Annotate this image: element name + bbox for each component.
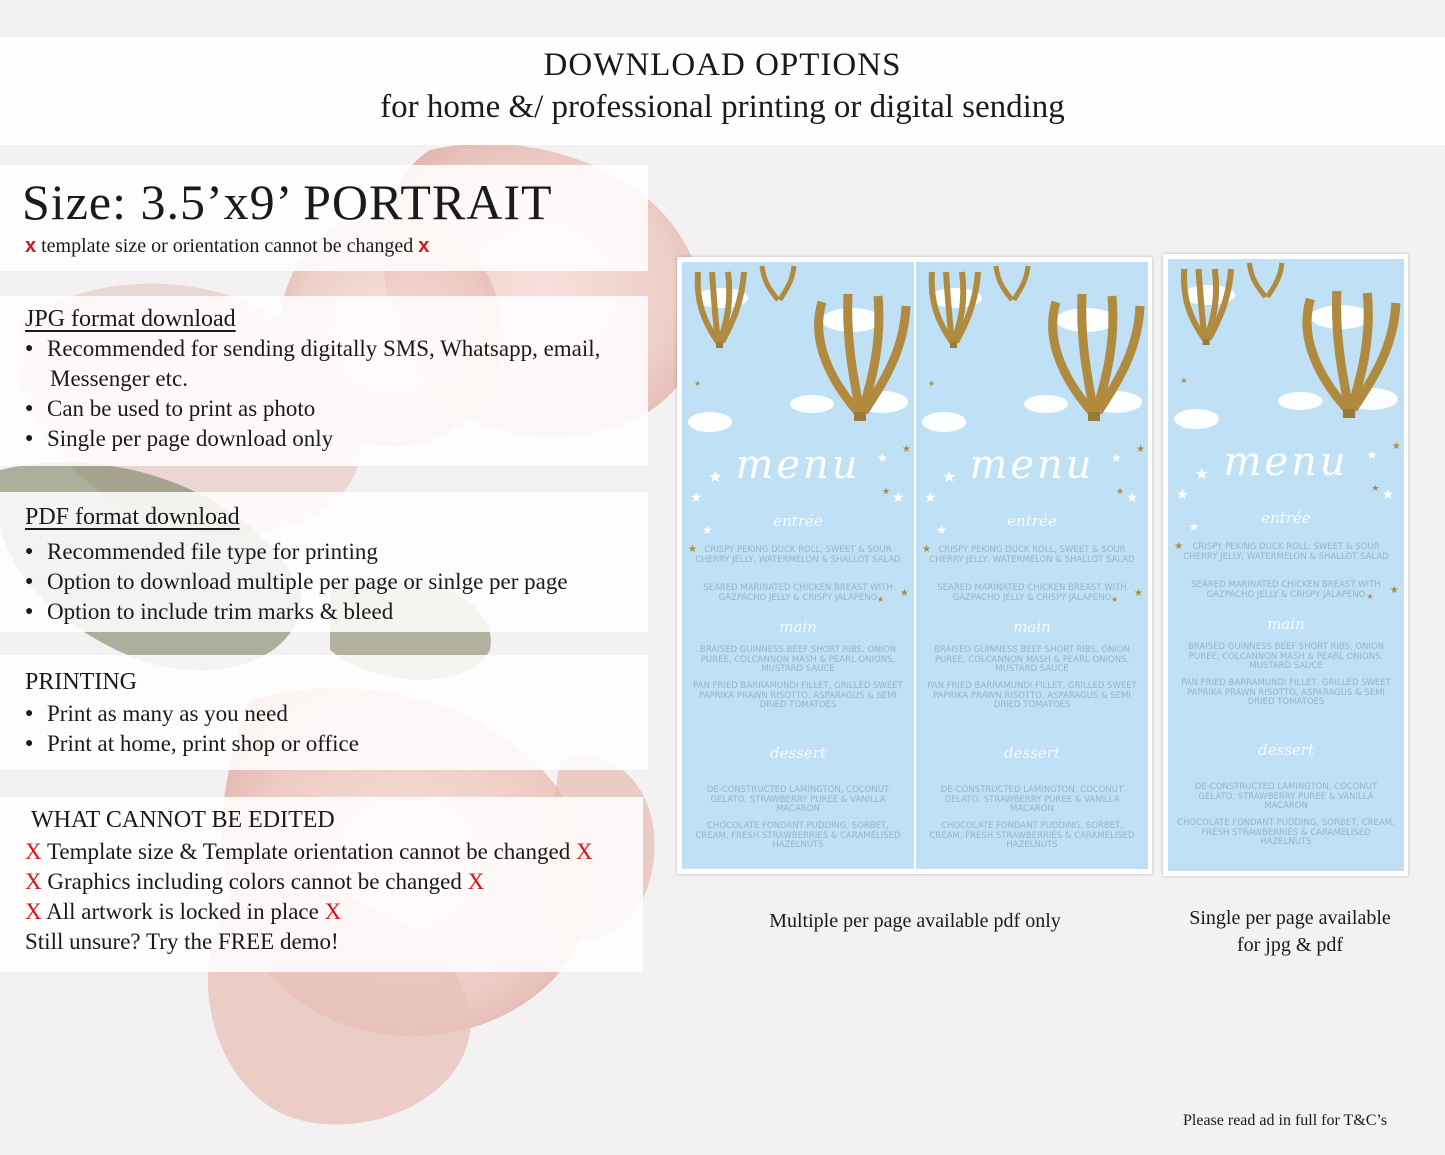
svg-text:★: ★ [1194, 466, 1210, 483]
svg-text:★: ★ [1174, 541, 1184, 552]
main-label: main [779, 618, 817, 636]
list-item: ● Can be used to print as photo [25, 394, 333, 424]
size-note-text: template size or orientation cannot be changed [41, 235, 414, 257]
menu-title: menu [1223, 439, 1349, 485]
dish-text: DE-CONSTRUCTED LAMINGTON, COCONUT GELATO, STRAWBERRY PUREE & VANILLA MACARON [940, 785, 1124, 814]
svg-text:★: ★ [928, 379, 936, 388]
jpg-list [25, 334, 600, 364]
list-item: ● Option to include trim marks & bleed [25, 597, 568, 627]
list-item: ● Print at home, print shop or office [25, 729, 359, 759]
dish-text: SEARED MARINATED CHICKEN BREAST WITH GAZPACHO JELLY & CRISPY JALAPENO [937, 583, 1127, 603]
jpg-heading: JPG format download [25, 306, 236, 332]
svg-text:★: ★ [1111, 595, 1119, 604]
balloon-artwork [682, 262, 914, 869]
svg-text:★: ★ [1381, 487, 1395, 503]
dish-text: SEARED MARINATED CHICKEN BREAST WITH GAZPACHO JELLY & CRISPY JALAPENO [703, 583, 893, 603]
list-item: ● Option to download multiple per page or sinlge per page [25, 567, 568, 597]
svg-text:★: ★ [1134, 588, 1143, 599]
dish-text: PAN FRIED BARRAMUNDI FILLET, GRILLED SWEET PAPRIKA PRAWN RISOTTO, ASPARAGUS & SEMI DRIED TOMATOES [927, 681, 1137, 710]
jpg-list-rest [25, 394, 333, 454]
printing-panel [0, 655, 648, 770]
svg-text:★: ★ [1136, 444, 1145, 455]
svg-text:★: ★ [1126, 491, 1139, 506]
main-label: main [1267, 615, 1305, 633]
balloon-artwork [916, 262, 1148, 869]
pdf-panel [0, 492, 648, 632]
entree-label: entrée [773, 512, 823, 530]
list-item: ● Recommended for sending digitally SMS, Whatsapp, email, [25, 334, 600, 364]
dish-text: PAN FRIED BARRAMUNDI FILLET, GRILLED SWEET PAPRIKA PRAWN RISOTTO, ASPARAGUS & SEMI DRIED TOMATOES [1181, 678, 1391, 707]
menu-card [682, 262, 914, 869]
svg-text:★: ★ [1111, 451, 1122, 465]
menu-title: menu [735, 442, 861, 488]
svg-text:★: ★ [1180, 418, 1192, 432]
list-item: ● Single per page download only [25, 424, 333, 454]
svg-text:★: ★ [708, 469, 723, 486]
red-x-mark: X [25, 869, 42, 894]
svg-text:★: ★ [942, 469, 957, 486]
cannot-edit-panel [0, 797, 643, 972]
jpg-panel [0, 296, 648, 466]
svg-text:★: ★ [688, 544, 697, 555]
svg-text:★: ★ [1389, 585, 1399, 596]
main-label: main [1013, 618, 1051, 636]
pdf-list [25, 537, 568, 627]
dish-text: BRAISED GUINNESS BEEF SHORT RIBS, ONION PUREE, COLCANNON MASH & PEARL ONIONS, MUSTARD SAUCE [934, 645, 1130, 674]
pdf-heading: PDF format download [25, 504, 240, 530]
svg-text:★: ★ [1366, 592, 1374, 601]
svg-text:★: ★ [690, 491, 703, 506]
menu-card [916, 262, 1148, 869]
svg-text:★: ★ [1180, 376, 1188, 385]
red-x-mark: X [467, 869, 485, 894]
cannot-edit-item: X All artwork is locked in place X [25, 899, 342, 924]
svg-text:★: ★ [877, 451, 888, 465]
dish-text: BRAISED GUINNESS BEEF SHORT RIBS, ONION PUREE, COLCANNON MASH & PEARL ONIONS, MUSTARD SAUCE [700, 645, 896, 674]
single-caption: Single per page available for jpg & pdf [1189, 907, 1391, 956]
dish-text: SEARED MARINATED CHICKEN BREAST WITH GAZPACHO JELLY & CRISPY JALAPENO [1191, 580, 1381, 600]
terms-note: Please read ad in full for T&C’s [1183, 1112, 1388, 1129]
svg-text:★: ★ [694, 379, 702, 388]
red-x-mark: X [324, 899, 342, 924]
dish-text: BRAISED GUINNESS BEEF SHORT RIBS, ONION PUREE, COLCANNON MASH & PEARL ONIONS, MUSTARD SAUCE [1188, 642, 1384, 671]
jpg-continuation: Messenger etc. [50, 366, 188, 391]
list-item: ● Print as many as you need [25, 699, 359, 729]
dish-text: CHOCOLATE FONDANT PUDDING, SORBET, CREAM, FRESH STRAWBERRIES & CARAMELISED HAZELNUTS [1177, 818, 1395, 847]
cannot-edit-heading: WHAT CANNOT BE EDITED [31, 807, 335, 833]
svg-text:★: ★ [1391, 441, 1401, 452]
size-note [25, 235, 429, 258]
svg-text:★: ★ [1371, 483, 1380, 493]
svg-text:★: ★ [928, 421, 939, 435]
svg-text:★: ★ [877, 595, 885, 604]
dish-text: CRISPY PEKING DUCK ROLL, SWEET & SOUR CHERRY JELLY, WATERMELON & SHALLOT SALAD [695, 545, 901, 565]
dish-text: CRISPY PEKING DUCK ROLL, SWEET & SOUR CHERRY JELLY, WATERMELON & SHALLOT SALAD [1183, 542, 1389, 562]
cannot-edit-item: X Graphics including colors cannot be changed X [25, 869, 485, 894]
svg-text:★: ★ [924, 491, 937, 506]
entree-label: entrée [1261, 509, 1311, 527]
multiple-caption: Multiple per page available pdf only [769, 910, 1061, 932]
red-x-mark: X [25, 899, 42, 924]
svg-text:★: ★ [936, 523, 947, 537]
red-x-mark: x [25, 235, 37, 257]
dish-text: PAN FRIED BARRAMUNDI FILLET, GRILLED SWEET PAPRIKA PRAWN RISOTTO, ASPARAGUS & SEMI DRIED TOMATOES [693, 681, 903, 710]
red-x-mark: X [25, 839, 42, 864]
red-x-mark: X [575, 839, 593, 864]
dish-text: CHOCOLATE FONDANT PUDDING, SORBET, CREAM, FRESH STRAWBERRIES & CARAMELISED HAZELNUTS [695, 821, 901, 850]
size-title: Size: 3.5’x9’ PORTRAIT [22, 174, 553, 230]
balloon-artwork [1168, 259, 1404, 869]
dessert-label: dessert [1004, 744, 1060, 762]
svg-text:★: ★ [702, 523, 713, 537]
cannot-edit-item: X Template size & Template orientation cannot be changed X [25, 839, 593, 864]
printing-heading: PRINTING [25, 669, 137, 695]
page-subtitle: for home &/ professional printing or digital sending [380, 89, 1065, 125]
header-band [0, 37, 1445, 145]
svg-text:★: ★ [1116, 486, 1125, 496]
dish-text: DE-CONSTRUCTED LAMINGTON, COCONUT GELATO, STRAWBERRY PUREE & VANILLA MACARON [1194, 782, 1378, 811]
dessert-label: dessert [770, 744, 826, 762]
red-x-mark: x [418, 235, 430, 257]
demo-note: Still unsure? Try the FREE demo! [25, 929, 339, 954]
page-title: DOWNLOAD OPTIONS [543, 47, 902, 83]
svg-text:★: ★ [1188, 520, 1200, 534]
svg-text:★: ★ [694, 421, 705, 435]
svg-text:★: ★ [900, 588, 909, 599]
size-panel [0, 165, 648, 271]
svg-text:★: ★ [1176, 487, 1189, 503]
list-item: ● Recommended file type for printing [25, 537, 568, 567]
svg-text:★: ★ [892, 491, 905, 506]
entree-label: entrée [1007, 512, 1057, 530]
dessert-label: dessert [1258, 741, 1314, 759]
svg-text:★: ★ [882, 486, 891, 496]
menu-card [1168, 259, 1404, 871]
dish-text: CRISPY PEKING DUCK ROLL, SWEET & SOUR CHERRY JELLY, WATERMELON & SHALLOT SALAD [929, 545, 1135, 565]
svg-text:★: ★ [1366, 448, 1378, 462]
printing-list [25, 699, 359, 759]
dish-text: DE-CONSTRUCTED LAMINGTON, COCONUT GELATO, STRAWBERRY PUREE & VANILLA MACARON [706, 785, 890, 814]
menu-title: menu [969, 442, 1095, 488]
svg-text:★: ★ [902, 444, 911, 455]
svg-text:★: ★ [922, 544, 931, 555]
dish-text: CHOCOLATE FONDANT PUDDING, SORBET, CREAM, FRESH STRAWBERRIES & CARAMELISED HAZELNUTS [929, 821, 1135, 850]
